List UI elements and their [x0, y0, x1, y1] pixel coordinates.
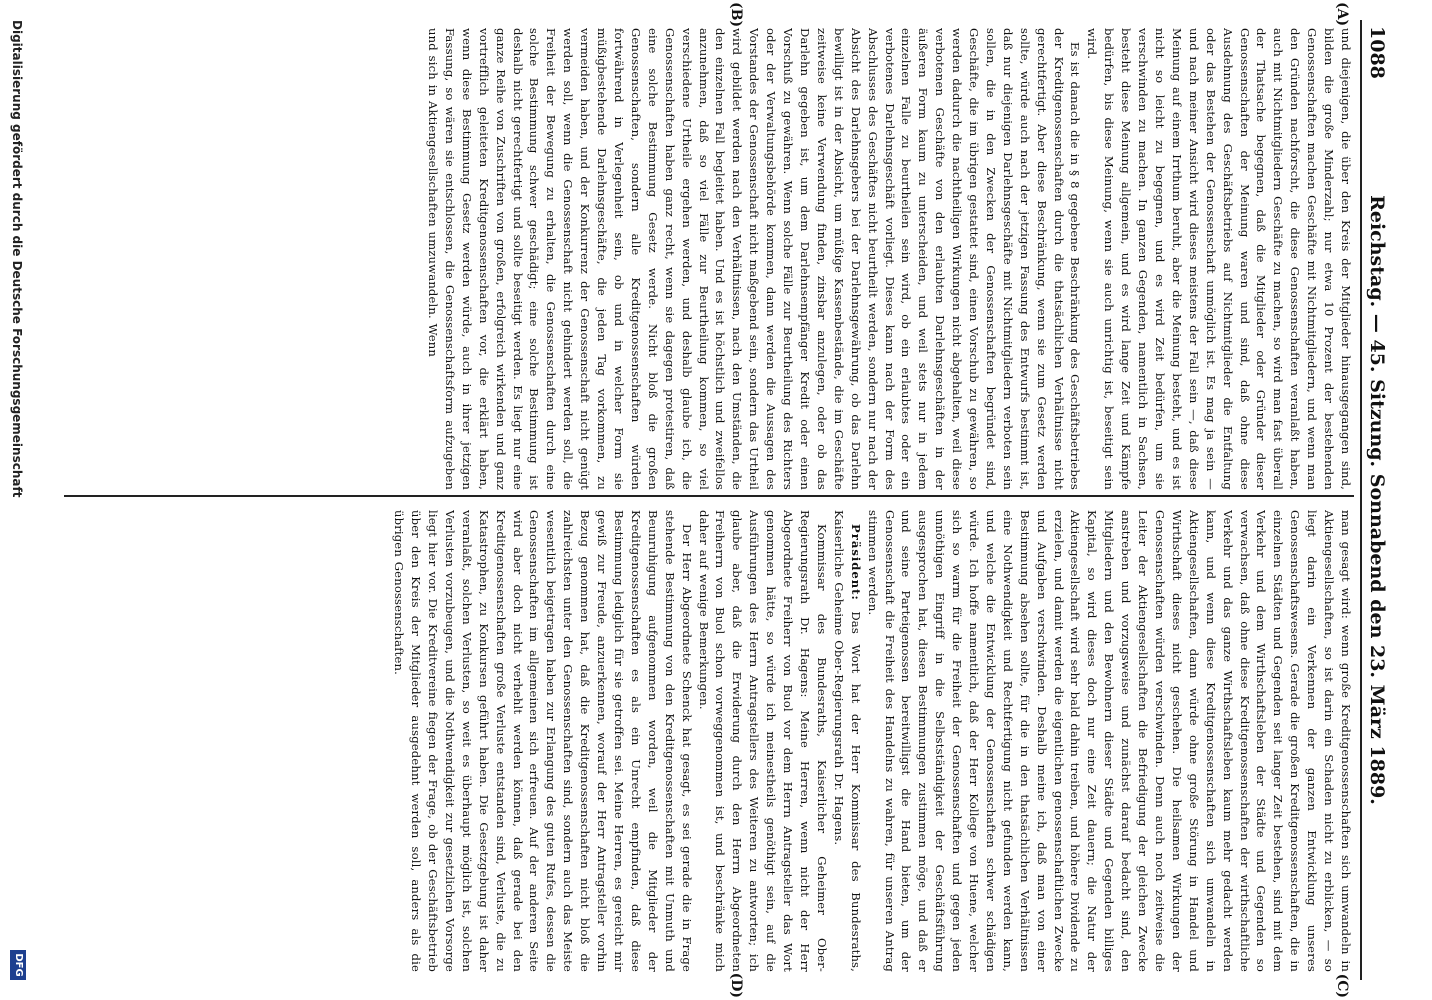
right-column: [64, 510, 1354, 972]
left-column: [64, 28, 1354, 490]
page-title: Reichstag. — 45. Sitzung. Sonnabend den 23. März 1889.: [1366, 195, 1388, 805]
page-number: 1088: [1366, 26, 1388, 79]
text-columns: [64, 20, 1354, 980]
paragraph: und diejenigen, die über den Kreis der Mitglieder hinausgegangen sind, bilden die große Minderzahl; nur etwa 10 Prozent der bestehenden Genossenschaften machen Geschäfte mit Nichtmitgliedern, und wenn man den Gründen nachforscht, die diese Genossenschaften veranlaßt haben, auch mit Nichtmitgliedern Geschäfte zu machen, so wird man fast überall der Thatsache begegnen, daß die Mitglieder oder Gründer dieser Genossenschaften der Meinung waren und sind, daß ohne diese Ausdehnung des Geschäftsbetriebs auf Nichtmitglieder die Entfaltung oder das Bestehen der Genossenschaft unmöglich ist. Es mag ja sein — und nach meiner Ansicht wird dieses meistens der Fall sein —, daß diese Meinung auf einem Irrthum beruht, aber die Meinung besteht, und es ist nicht so leicht zu begegnen, und es wird Zeit bedürfen, um sie verschwinden zu machen. In ganzen Gegenden, namentlich in Sachsen, besteht diese Meinung allgemein, und es wird lange Zeit und Kämpfe bedürfen, bis diese Meinung, wenn sie auch unrichtig ist, beseitigt sein wird.: [1085, 28, 1353, 490]
dfg-logo: DFG: [10, 950, 26, 980]
paragraph: Es ist danach die in § 8 gegebene Beschränkung des Geschäftsbetriebes der Kreditgenossenschaften durch die thatsächlichen Verhältnisse nicht gerechtfertigt. Aber diese Beschränkung, wenn sie zum Gesetz werden sollte, würde auch nach der jetzigen Fassung des Entwurfs bestimmt ist, daß nur diejenigen Darlehnsgeschäfte mit Nichtmitgliedern verboten sein sollen, die in den Zwecken der Genossenschaften begründet sind, Geschäfte, die im übrigen gestattet sind, einen Vorschub zu gewähren, so werden dadurch die nachtheiligen Wirkungen nicht abgehalten, weil diese verbotenen Geschäfte von den erlaubten Darlehnsgeschäften in der äußeren Form kaum zu unterscheiden, und weil stets nur in jedem einzelnen Falle zu beurtheilen sein wird, ob ein erlaubtes oder ein verbotenes Darlehnsgeschäft vorliegt. Dieses kann nach der Form des Abschlusses des Geschäftes nicht beurtheilt werden, sondern nur nach der Absicht des Darlehnsgebers bei der Darlehnsgewährung, ob das Darlehn bewilligt ist in der Absicht, um müßige Kassenbestände, die im Geschäfte zeitweise keine Verwendung finden, zinsbar anzulegen, oder ob das Darlehn gegeben ist, um dem Darlehnsempfänger Kredit oder einen Vorschuß zu gewähren. Wenn solche Fälle zur Beurtheilung des Richters oder der Verwaltungsbehörde kommen, dann werden die Aussagen des Vorstandes der Genossenschaft nicht maßgebend sein, sondern das Urtheil wird gebildet werden nach den Verhältnissen, nach den Umständen, die den einzelnen Fall begleitet haben. Und es ist höchstlich und zweifellos anzunehmen, daß so viel Fälle zur Beurtheilung kommen, so viel verschiedene Urtheile ergehen werden, und deshalb glaube ich, die Genossenschaften haben ganz recht, wenn sie dagegen protestiren, daß eine solche Bestimmung Gesetz werde. Nicht bloß die großen Genossenschaften, sondern alle Kreditgenossenschaften würden fortwährend in Verlegenheit sein, ob und in welcher Form sie müßigbestehende Darlehnsgeschäfte, die jeden Tag vorkommen, zu vermeiden haben, und der Konkurrenz der Genossenschaft nicht genügt werden soll, wenn die Genossenschaft nicht gehindert werden soll, die Freiheit der Bewegung zu erhalten, die Genossenschaften durch eine solche Bestimmung schwer geschädigt; eine solche Bestimmung ist deshalb nicht gerechtfertigt und sollte beseitigt werden. Es liegt nur eine ganze Reihe von Zuschriften von großen, erfolgreich wirkenden und ganz vortrefflich geleiteten Kreditgenossenschaften vor, die erklärt haben, wenn diese Bestimmung Gesetz werden würde, auch in ihrer jetzigen Fassung, so wären sie entschlossen, die Genossenschaftsform aufzugeben und sich in Aktiengesellschaften umzuwandeln. Wenn: [426, 28, 1083, 490]
page-footer: [6, 20, 28, 980]
paragraph: man gesagt wird: wenn große Kreditgenossenschaften sich umwandeln in Aktiengesellschaften, so ist darin ein Schaden nicht zu erblicken, — so liegt darin ein Verkennen der ganzen Entwicklung unseres Genossenschaftswesens. Gerade die großen Kreditgenossenschaften, die in einzelnen Städten und Gegenden seit langer Zeit bestehen, sind mit dem Verkehr und dem Wirthschaftsleben der Städte und Gegenden so verwachsen, daß ohne diese Kreditgenossenschaften der wirthschaftliche Verkehr und das ganze Wirthschaftsleben kaum mehr gedacht werden kann, und wenn diese Kreditgenossenschaften sich umwandeln in Aktiengesellschaften, dann würde ohne große Störung in Handel und Wirthschaft dieses nicht geschehen. Die heilsamen Wirkungen der Genossenschaften würden verschwinden. Denn auch noch zeitweise die Leiter der Aktiengesellschaften die Befriedigung der gleichen Zwecke anstreben und vorzugsweise und zunächst darauf bedacht sind, den Mitgliedern und den Bewohnern dieser Städte und Gegenden billiges Kapital, so wird dieses doch nur eine Zeit dauern; die Natur der Aktiengesellschaft wird sehr bald dahin treiben, und höhere Dividende zu erzielen, und damit werden die eigentlichen genossenschaftlichen Zwecke und Aufgaben verschwinden. Deshalb meine ich, daß man von einer Bestimmung absehen sollte, für die in den thatsächlichen Verhältnissen eine Nothwendigkeit und Rechtfertigung nicht gefunden werden kann, und welche die Entwicklung der Genossenschaften schwer schädigen würde. Ich hoffe namentlich, daß der Herr Kollege von Huene, welcher sich so warm für die Freiheit der Genossenschaften und gegen jeden unnöthigen Eingriff in die Selbstständigkeit der Geschäftsführung ausgesprochen hat, diesen Bestimmungen zustimmen möge, und daß er und seine Parteigenossen bereitwilligst die Hand bieten, um der Genossenschaft die Freiheit des Handelns zu wahren, für unseren Antrag stimmen werden.: [865, 510, 1353, 972]
speaker-label: Präsident:: [848, 524, 863, 601]
margin-note-b: (B): [728, 2, 744, 28]
digitization-credit: Digitalisierung gefördert durch die Deutsche Forschungsgemeinschaft: [10, 20, 24, 498]
paragraph: Der Herr Abgeordnete Schenck hat gesagt, es sei gerade die in Frage stehende Bestimmung von den Kreditgenossenschaften mit Unmuth und Beunruhigung aufgenommen worden, weil die Mitglieder der Kreditgenossenschaften es als ein Unrecht empfinden, daß diese Bestimmung lediglich für sie getroffen sei. Meine Herren, es gereicht mir gewiß zur Freude, anzuerkennen, worauf der Herr Antragsteller vorhin Bezug genommen hat, daß die Kreditgenossenschaften nicht bloß die zahlreichsten unter den Genossenschaften sind, sondern auch das Meiste wesentlich beigetragen haben zur Erlangung des guten Rufes, dessen die Genossenschaften im allgemeinen sich erfreuen. Auf der anderen Seite wird aber doch nicht verhehlt werden können, daß gerade bei den Kreditgenossenschaften große Verluste entstanden sind, Verluste, die zu Katastrophen, zu Konkursen geführt haben. Die Gesetzgebung ist daher veranlaßt, solchen Verlusten, so weit es überhaupt möglich ist, solchen Verlusten vorzubeugen, und die Nothwendigkeit zur gesetzlichen Vorsorge liegt hier vor. Die Kreditvereine fiegen der Frage, ob der Geschäftsbetrieb über den Kreis der Mitglieder ausgedehnt werden soll, anders als die übrigen Genossenschaften.: [392, 510, 694, 972]
speaker-paragraph: [830, 510, 864, 972]
page-header: [1360, 20, 1388, 980]
margin-note-c: (C): [1334, 973, 1350, 998]
margin-note-d: (D): [728, 972, 744, 998]
paragraph: Kommissar des Bundesraths, Kaiserlicher Geheimer Ober-Regierungsrath Dr. Hagens: Meine Herren, wenn nicht der Herr Abgeordnete Freiherr von Buol vor dem Herrn Antragsteller das Wort genommen hätte, so würde ich meinestheils genöthigt sein, auf die Ausführungen des Herrn Antragstellers des Weiteren zu antworten; ich glaube aber, daß die Erwiderung durch den Herrn Abgeordneten Freiherrn von Buol schon vorweggenommen ist, und beschränke mich daher auf wenige Bemerkungen.: [696, 510, 829, 972]
margin-note-a: (A): [1334, 2, 1350, 27]
column-divider: [64, 495, 1354, 497]
speaker-text: Das Wort hat der Herr Kommissar des Bundesraths, Kaiserliche Geheime Ober-Regierungsrath Dr. Hagens.: [831, 510, 863, 972]
